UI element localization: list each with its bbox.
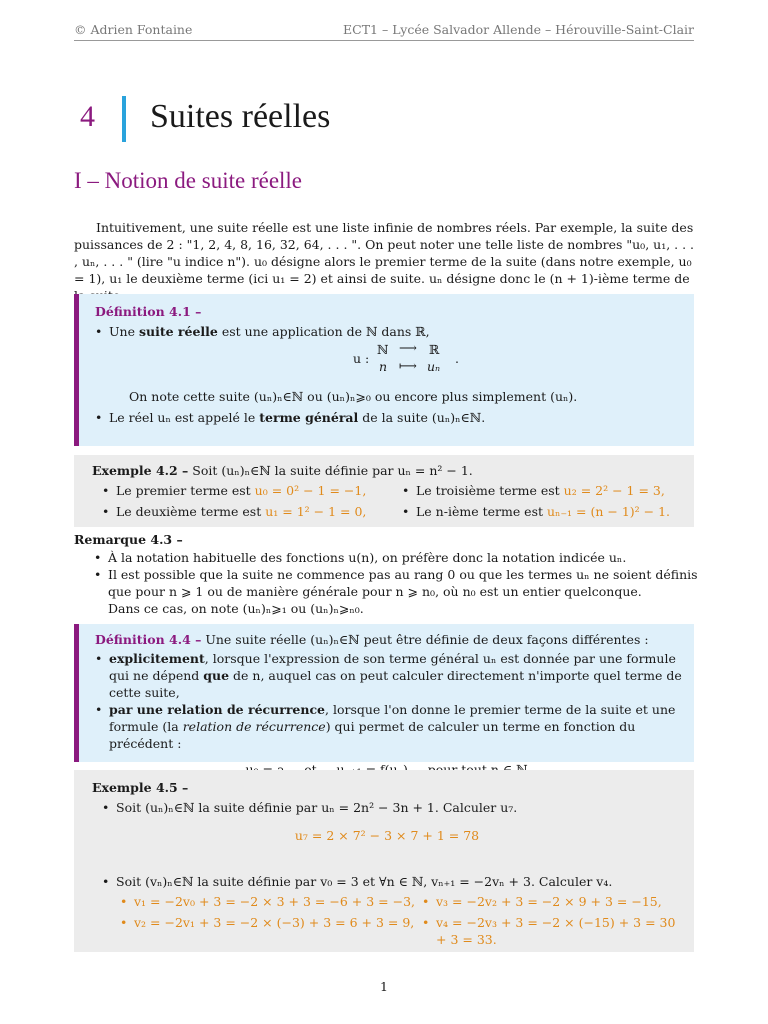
- list-item: • Il est possible que la suite ne commence pas au rang 0 ou que les termes uₙ ne soient définis que pour n ⩾ 1 ou de manière générale pour n ⩾ n₀, où n₀ est un entier quelconque.: [94, 566, 698, 600]
- remark-list: [94, 549, 698, 600]
- definition-4-4: [74, 624, 694, 762]
- text: est une application de ℕ dans ℝ,: [217, 324, 430, 339]
- map-image: uₙ: [427, 359, 441, 374]
- course-info: ECT1 – Lycée Salvador Allende – Hérouville-Saint-Clair: [343, 22, 694, 37]
- definition-list: [95, 409, 682, 426]
- definition-list: [95, 650, 682, 752]
- definition-label: Définition 4.4 –: [95, 632, 202, 647]
- text: de la suite (uₙ)ₙ∈ℕ.: [358, 410, 486, 425]
- text: Une: [109, 324, 139, 339]
- result-value: • v₃ = −2v₂ + 3 = −2 × 9 + 3 = −15,: [422, 893, 682, 910]
- example-list: [102, 799, 682, 816]
- example-column-left: [102, 482, 366, 520]
- results-column-left: [120, 893, 415, 931]
- map-codomain: ℝ: [429, 342, 440, 357]
- list-item: • À la notation habituelle des fonctions u(n), on préfère donc la notation indicée uₙ.: [94, 549, 698, 566]
- example-label: Exemple 4.2 –: [92, 463, 189, 478]
- map-end: .: [455, 351, 459, 366]
- definition-statement: [95, 632, 682, 647]
- result-value: u₇ = 2 × 7² − 3 × 7 + 1 = 78: [294, 828, 480, 843]
- text: Le réel uₙ est appelé le: [109, 410, 260, 425]
- list-item: • explicitement, lorsque l'expression de son terme général uₙ est donnée par une formule qui ne dépend que de n, auquel cas on peut calculer directement n'importe quel terme de cette suite,: [95, 650, 682, 701]
- remark-tail: Dans ce cas, on note (uₙ)ₙ⩾₁ ou (uₙ)ₙ⩾ₙ₀.: [108, 601, 364, 616]
- definition-label: Définition 4.1 –: [95, 304, 202, 319]
- definition-4-1: [74, 294, 694, 446]
- map-variable: n: [379, 359, 388, 374]
- map-domain: ℕ: [377, 342, 389, 357]
- list-item: • Le deuxième terme est u₁ = 1² − 1 = 0,: [102, 503, 366, 520]
- page-header: [74, 22, 694, 41]
- list-item: [95, 409, 682, 426]
- list-item: • Soit (uₙ)ₙ∈ℕ la suite définie par uₙ = 2n² − 3n + 1. Calculer u₇.: [102, 799, 682, 816]
- mapping-formula: [95, 340, 682, 380]
- example-text: Soit (uₙ)ₙ∈ℕ la suite définie par uₙ = n² − 1.: [188, 463, 473, 478]
- example-items: [92, 893, 682, 947]
- example-column-right: [402, 482, 670, 520]
- list-item: [95, 323, 682, 340]
- results-column-right: [422, 893, 682, 948]
- result-value: • v₂ = −2v₁ + 3 = −2 × (−3) + 3 = 6 + 3 = 9,: [120, 914, 415, 931]
- map-arrow: ⟶: [399, 340, 417, 355]
- result-value: • v₄ = −2v₃ + 3 = −2 × (−15) + 3 = 30 + 3 = 33.: [422, 914, 682, 948]
- chapter-title: Suites réelles: [150, 98, 331, 135]
- remark-4-3: [74, 532, 698, 617]
- author: © Adrien Fontaine: [74, 22, 193, 37]
- definition-list: [95, 323, 682, 340]
- result-value: • v₁ = −2v₀ + 3 = −2 × 3 + 3 = −6 + 3 = −3,: [120, 893, 415, 910]
- example-statement: [92, 463, 682, 478]
- example-4-2: [74, 455, 694, 527]
- list-item: • par une relation de récurrence, lorsque l'on donne le premier terme de la suite et une formule (la relation de récurrence) qui permet de calculer un terme en fonction du précédent :: [95, 701, 682, 752]
- bold-term: suite réelle: [138, 324, 218, 339]
- page-number: 1: [380, 979, 388, 994]
- intro-paragraph: Intuitivement, une suite réelle est une liste infinie de nombres réels. Par exemple, la suite des puissances de 2 : "1, 2, 4, 8, 16, 32, 64, . . . ". On peut noter une telle liste de nombres "u₀, u₁, . . . , uₙ, . . . " (lire "u indice n"). u₀ désigne alors le premier terme de la suite (dans notre exemple, u₀ = 1), u₁ le deuxième terme (ici u₁ = 2) et ainsi de suite. uₙ désigne donc le (n + 1)-ième terme de: [74, 220, 695, 286]
- result-value: u₁ = 1² − 1 = 0,: [265, 504, 367, 519]
- chapter-number: 4: [80, 100, 95, 133]
- section-title: I – Notion de suite réelle: [74, 168, 303, 193]
- list-item: • Soit (vₙ)ₙ∈ℕ la suite définie par v₀ = 3 et ∀n ∈ ℕ, vₙ₊₁ = −2vₙ + 3. Calculer v₄.: [102, 873, 682, 890]
- list-item: • Le troisième terme est u₂ = 2² − 1 = 3,: [402, 482, 670, 499]
- chapter-divider: [122, 96, 126, 142]
- map-name: u :: [353, 351, 370, 366]
- result-value: uₙ₋₁ = (n − 1)² − 1.: [547, 504, 671, 519]
- list-item: • Le premier terme est u₀ = 0² − 1 = −1,: [102, 482, 366, 499]
- example-items: [92, 482, 682, 524]
- map-maps-to: ⟼: [399, 358, 417, 373]
- definition-intro: Une suite réelle (uₙ)ₙ∈ℕ peut être définie de deux façons différentes :: [201, 632, 649, 647]
- example-label: Exemple 4.5 –: [92, 780, 189, 795]
- result-value: u₂ = 2² − 1 = 3,: [563, 483, 665, 498]
- remark-label: Remarque 4.3 –: [74, 532, 183, 547]
- bold-term: terme général: [259, 410, 359, 425]
- example-4-5: [74, 770, 694, 952]
- result-value: u₀ = 0² − 1 = −1,: [254, 483, 367, 498]
- notation-note: On note cette suite (uₙ)ₙ∈ℕ ou (uₙ)ₙ⩾₀ ou encore plus simplement (uₙ).: [129, 389, 578, 404]
- list-item: • Le n-ième terme est uₙ₋₁ = (n − 1)² − 1.: [402, 503, 670, 520]
- example-list: [102, 873, 682, 890]
